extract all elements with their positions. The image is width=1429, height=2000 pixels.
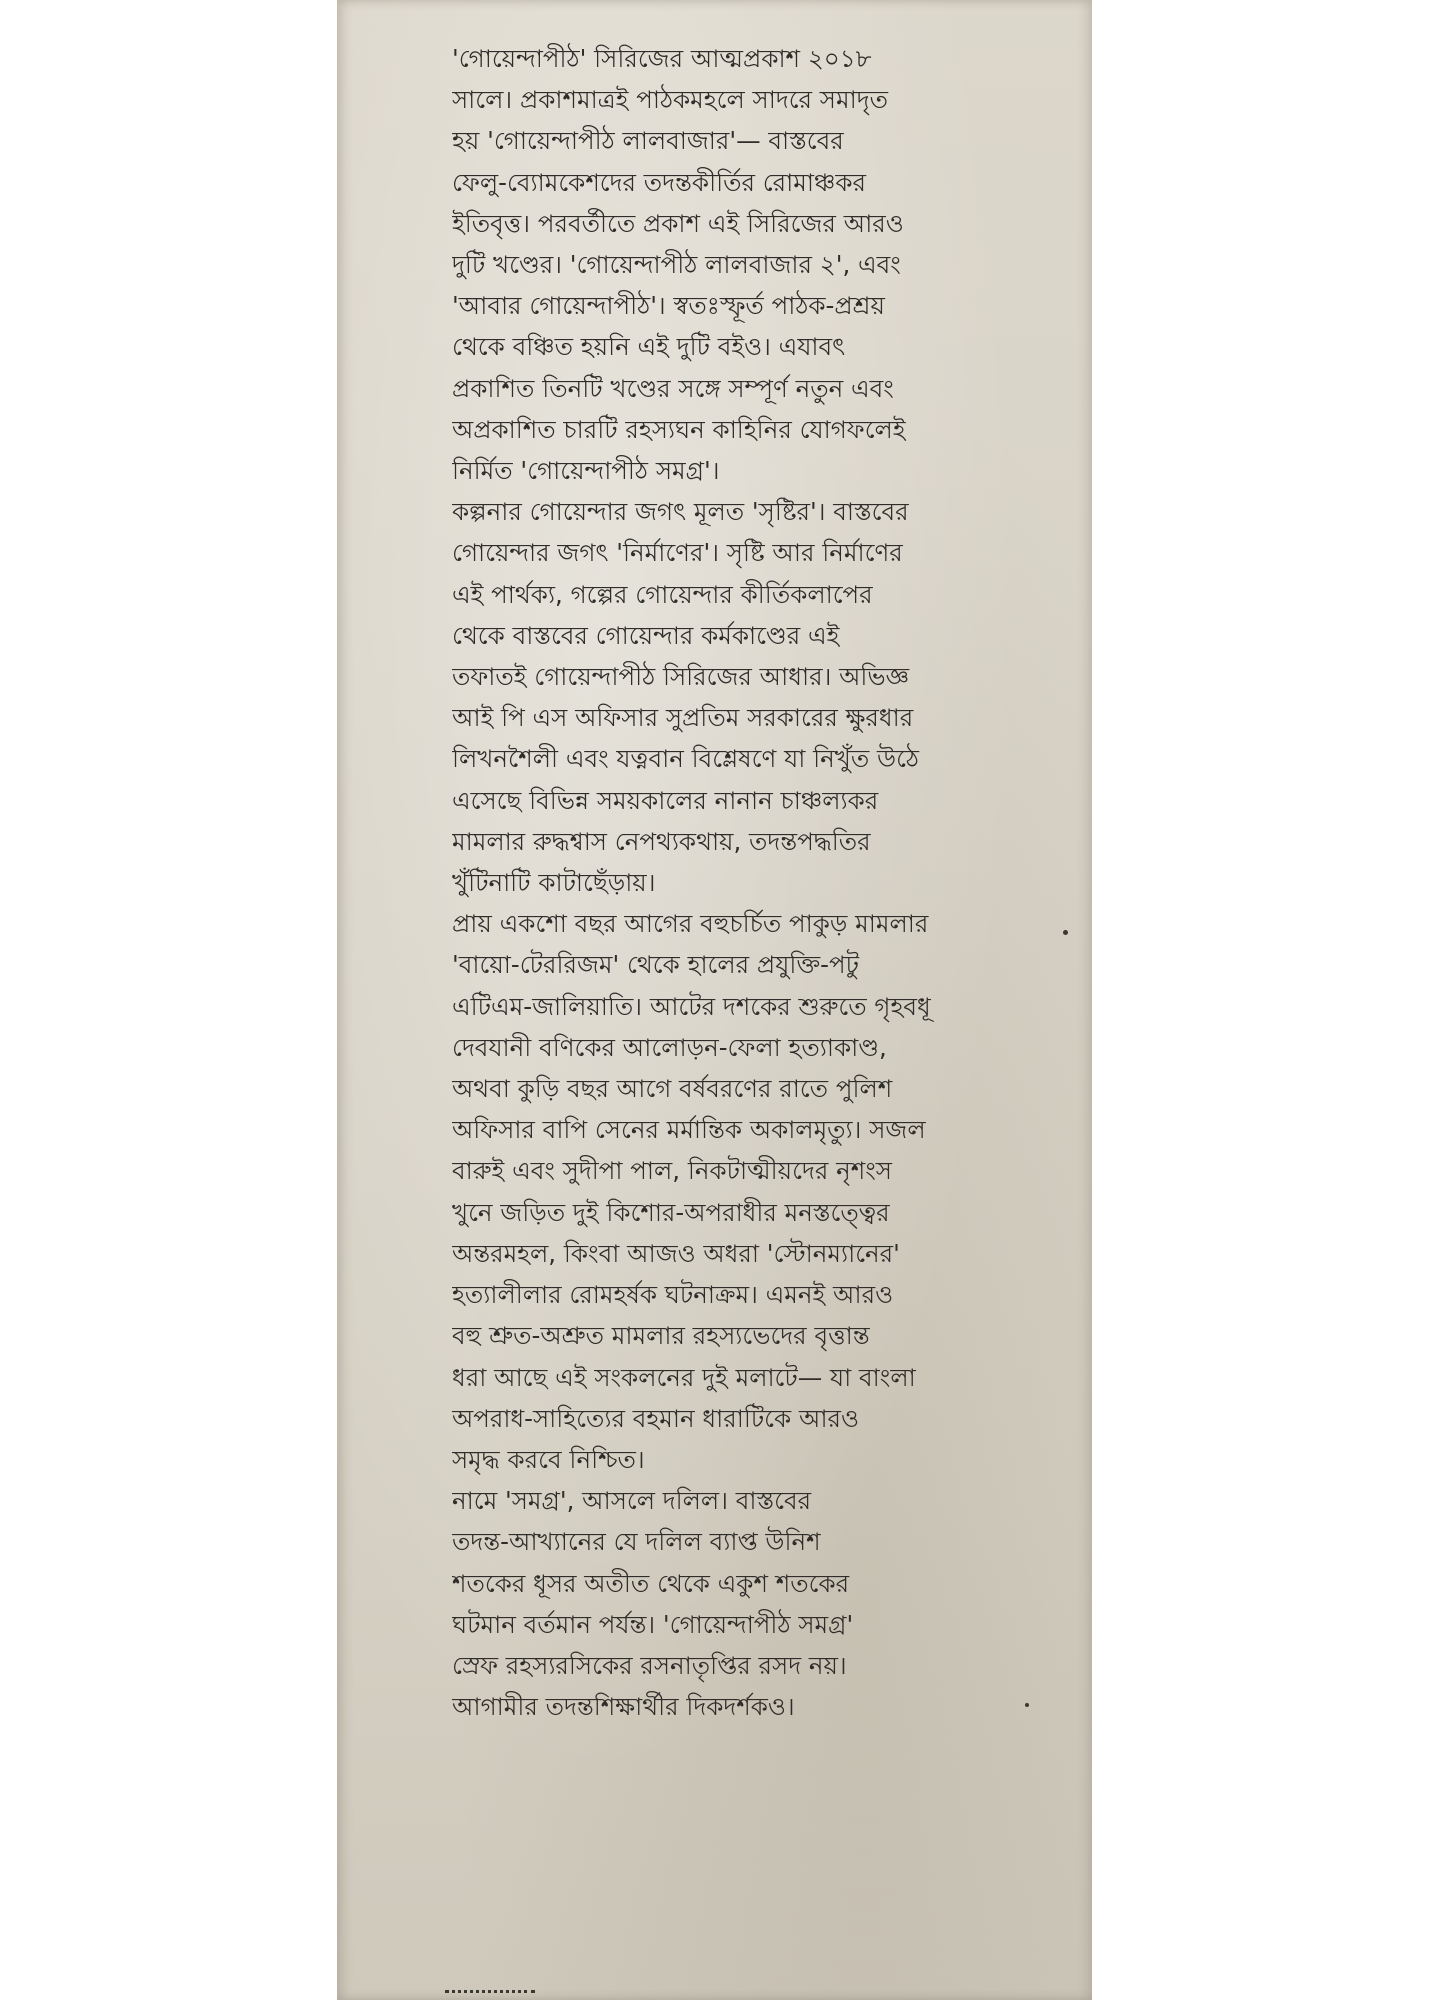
text-line: তদন্ত-আখ্যানের যে দলিল ব্যাপ্ত উনিশ (452, 1527, 821, 1557)
text-line: লিখনশৈলী এবং যত্নবান বিশ্লেষণে যা নিখুঁত উঠে (452, 744, 920, 774)
text-line: কল্পনার গোয়েন্দার জগৎ মূলত 'সৃষ্টির'। বাস্তবের (452, 497, 909, 527)
text-line: শতকের ধূসর অতীত থেকে একুশ শতকের (452, 1568, 850, 1598)
text-line: প্রকাশিত তিনটি খণ্ডের সঙ্গে সম্পূর্ণ নতুন এবং (452, 373, 894, 403)
text-line: খুনে জড়িত দুই কিশোর-অপরাধীর মনস্তত্ত্বের (452, 1197, 890, 1227)
text-line: এই পার্থক্য, গল্পের গোয়েন্দার কীর্তিকলাপের (452, 579, 873, 609)
text-line: অপ্রকাশিত চারটি রহস্যঘন কাহিনির যোগফলেই (452, 414, 906, 444)
book-back-cover-panel (337, 0, 1092, 2000)
paragraph-2 (452, 491, 1052, 903)
text-line: সালে। প্রকাশমাত্রই পাঠকমহলে সাদরে সমাদৃত (452, 85, 888, 115)
paragraph-1 (452, 38, 1052, 491)
text-line: সমৃদ্ধ করবে নিশ্চিত। (452, 1444, 645, 1474)
text-line: থেকে বঞ্চিত হয়নি এই দুটি বইও। এযাবৎ (452, 332, 846, 362)
paragraph-3 (452, 903, 1052, 1480)
text-line: বহু শ্রুত-অশ্রুত মামলার রহস্যভেদের বৃত্তান্ত (452, 1321, 870, 1351)
text-line: ঘটমান বর্তমান পর্যন্ত। 'গোয়েন্দাপীঠ সমগ্র' (452, 1609, 854, 1639)
text-line: থেকে বাস্তবের গোয়েন্দার কর্মকাণ্ডের এই (452, 620, 840, 650)
paragraph-4 (452, 1480, 1052, 1727)
cut-off-footer-text (445, 1990, 535, 2000)
text-line: অথবা কুড়ি বছর আগে বর্ষবরণের রাতে পুলিশ (452, 1074, 893, 1104)
text-line: নির্মিত 'গোয়েন্দাপীঠ সমগ্র'। (452, 456, 720, 486)
text-line: হয় 'গোয়েন্দাপীঠ লালবাজার'— বাস্তবের (452, 126, 844, 156)
text-line: এসেছে বিভিন্ন সময়কালের নানান চাঞ্চল্যকর (452, 785, 879, 815)
text-line: ধরা আছে এই সংকলনের দুই মলাটে— যা বাংলা (452, 1362, 916, 1392)
text-line: 'বায়ো-টেররিজম' থেকে হালের প্রযুক্তি-পটু (452, 950, 859, 980)
blurb-text (452, 38, 1052, 1727)
text-line: তফাতই গোয়েন্দাপীঠ সিরিজের আধার। অভিজ্ঞ (452, 662, 910, 692)
text-line: দুটি খণ্ডের। 'গোয়েন্দাপীঠ লালবাজার ২', এবং (452, 250, 901, 280)
text-line: হত্যালীলার রোমহর্ষক ঘটনাক্রম। এমনই আরও (452, 1280, 894, 1310)
text-line: স্রেফ রহস্যরসিকের রসনাতৃপ্তির রসদ নয়। (452, 1650, 847, 1680)
text-line: অফিসার বাপি সেনের মর্মান্তিক অকালমৃত্যু। সজল (452, 1115, 926, 1145)
text-line: আগামীর তদন্তশিক্ষার্থীর দিকদর্শকও। (452, 1692, 795, 1722)
print-speck (1025, 1703, 1029, 1707)
text-line: গোয়েন্দার জগৎ 'নির্মাণের'। সৃষ্টি আর নির্মাণের (452, 538, 903, 568)
text-line: অন্তরমহল, কিংবা আজও অধরা 'স্টোনম্যানের' (452, 1238, 900, 1268)
text-line: নামে 'সমগ্র', আসলে দলিল। বাস্তবের (452, 1486, 812, 1516)
print-speck (1063, 930, 1068, 935)
text-line: মামলার রুদ্ধশ্বাস নেপথ্যকথায়, তদন্তপদ্ধতির (452, 826, 871, 856)
text-line: দেবযানী বণিকের আলোড়ন-ফেলা হত্যাকাণ্ড, (452, 1032, 887, 1062)
text-line: ইতিবৃত্ত। পরবর্তীতে প্রকাশ এই সিরিজের আরও (452, 208, 904, 238)
text-line: 'গোয়েন্দাপীঠ' সিরিজের আত্মপ্রকাশ ২০১৮ (452, 44, 872, 73)
text-line: 'আবার গোয়েন্দাপীঠ'। স্বতঃস্ফূর্ত পাঠক-প্রশ্রয় (452, 291, 885, 321)
text-line: খুঁটিনাটি কাটাছেঁড়ায়। (452, 868, 656, 898)
text-line: এটিএম-জালিয়াতি। আটের দশকের শুরুতে গৃহবধূ (452, 991, 931, 1021)
text-line: প্রায় একশো বছর আগের বহুচর্চিত পাকুড় মামলার (452, 909, 929, 939)
text-line: অপরাধ-সাহিত্যের বহমান ধারাটিকে আরও (452, 1403, 860, 1433)
text-line: ফেলু-ব্যোমকেশদের তদন্তকীর্তির রোমাঞ্চকর (452, 167, 866, 197)
text-line: আই পি এস অফিসার সুপ্রতিম সরকারের ক্ষুরধার (452, 703, 914, 733)
text-line: বারুই এবং সুদীপা পাল, নিকটাত্মীয়দের নৃশংস (452, 1156, 892, 1186)
